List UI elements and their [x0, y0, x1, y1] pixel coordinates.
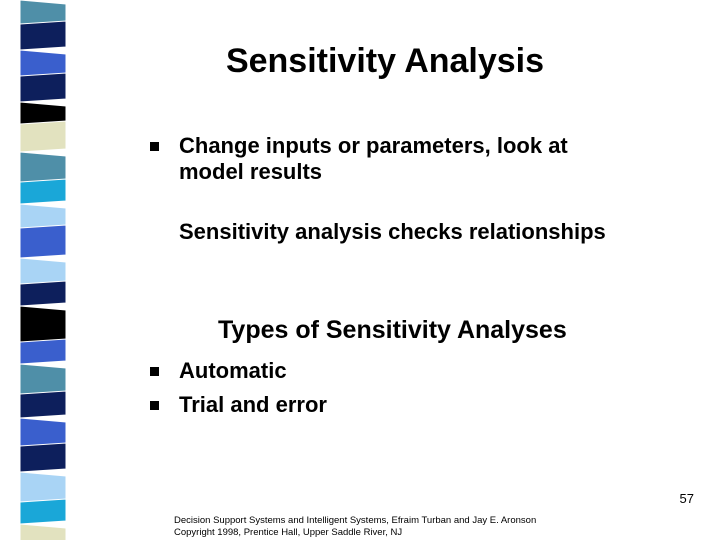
sensitivity-note: Sensitivity analysis checks relationships	[179, 219, 606, 244]
decor-block	[20, 339, 66, 364]
decor-block	[20, 179, 66, 204]
slide-title: Sensitivity Analysis	[225, 42, 545, 80]
decor-block	[20, 443, 66, 472]
page-number: 57	[679, 491, 694, 506]
bullet-square-icon	[150, 367, 159, 376]
bullet-item-inputs	[150, 133, 568, 185]
bullet-line-1: Change inputs or parameters, look at	[179, 133, 568, 158]
decorative-color-strip	[0, 0, 70, 540]
decor-block	[20, 21, 66, 50]
bullet-square-icon	[150, 142, 159, 151]
bullet-text: Automatic	[179, 358, 287, 383]
bullet-text	[179, 133, 568, 185]
bullet-square-icon	[150, 401, 159, 410]
color-strip-svg	[0, 0, 70, 540]
decor-block	[20, 225, 66, 258]
bullet-item-trial-and-error	[150, 392, 327, 418]
bullet-text: Trial and error	[179, 392, 327, 417]
footer-citation	[174, 515, 536, 539]
footer-line-1: Decision Support Systems and Intelligent Systems, Efraim Turban and Jay E. Aronson	[174, 515, 537, 526]
decor-block	[20, 499, 66, 524]
decor-block	[20, 281, 66, 306]
decor-block	[20, 391, 66, 418]
bullet-line-2: model results	[179, 159, 323, 184]
bullet-item-automatic	[150, 358, 287, 384]
footer-line-2: Copyright 1998, Prentice Hall, Upper Saddle River, NJ	[174, 527, 403, 538]
decor-block	[20, 524, 66, 540]
decor-block	[20, 121, 66, 152]
decor-block	[20, 73, 66, 102]
section-subtitle: Types of Sensitivity Analyses	[218, 316, 567, 344]
